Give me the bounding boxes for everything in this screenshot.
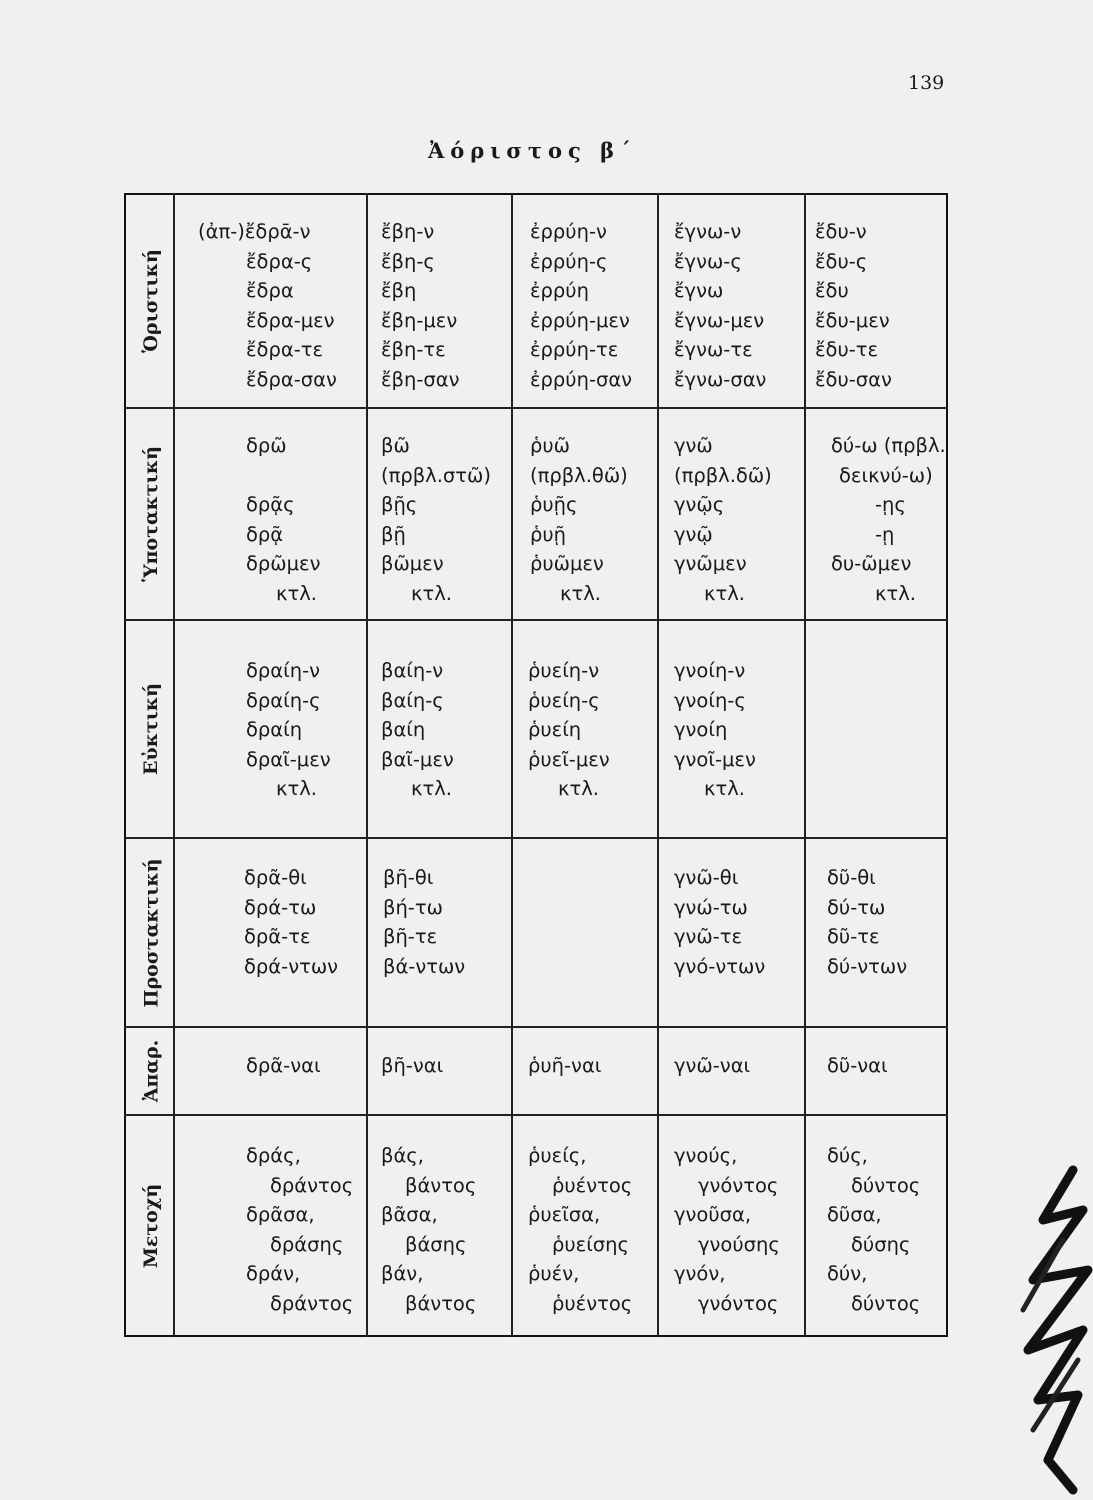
verb-form: -ῃ (875, 522, 895, 546)
verb-form: γνῶ-τε (674, 925, 743, 948)
verb-form: δράς, (246, 1144, 301, 1167)
row-divider (124, 837, 948, 839)
verb-form-cell (674, 1051, 750, 1081)
label-column-divider (173, 193, 175, 1337)
verb-form: δύς, (827, 1144, 868, 1167)
verb-form: βῇς (381, 493, 418, 516)
verb-form: ῥυείς, (528, 1144, 587, 1167)
verb-form: δύσης (851, 1232, 911, 1256)
verb-form: δρᾶσα, (246, 1203, 315, 1226)
verb-form: γνόντος (698, 1291, 779, 1315)
verb-form-cell (530, 431, 628, 608)
verb-form: ῥυείη-ς (528, 688, 600, 712)
verb-form-cell (674, 217, 766, 394)
verb-form: δύντος (851, 1173, 921, 1197)
verb-form: ἔδυ-ν (815, 220, 867, 243)
verb-form: ἔβη-ν (381, 220, 435, 243)
verb-form: δῦ-ναι (827, 1054, 888, 1077)
verb-form: ἔδυ-τε (815, 338, 879, 361)
verb-form: βαῖ-μεν (381, 747, 454, 771)
verb-form: ἔδρα-σαν (246, 367, 337, 391)
verb-form: δρά-ντων (244, 954, 339, 978)
verb-form: δραίη (246, 718, 303, 741)
verb-form: κτλ. (558, 777, 599, 800)
verb-form-cell (528, 1141, 632, 1318)
verb-form: (πρβλ.δῶ) (674, 463, 772, 487)
verb-form: δραίη-ν (246, 659, 321, 682)
verb-form-cell (381, 1141, 476, 1318)
verb-form: ῥυῇ (530, 522, 567, 546)
verb-form: ἔβη-μεν (381, 308, 458, 332)
verb-form: γνῶμεν (674, 552, 747, 575)
verb-form: ἔγνω-ς (674, 249, 742, 273)
verb-form: κτλ. (875, 581, 916, 605)
page-number: 139 (908, 72, 945, 94)
verb-form: γνόν, (674, 1262, 726, 1285)
verb-form: δῦ-θι (827, 866, 876, 889)
verb-form: βῆ-τε (383, 925, 438, 948)
verb-form: ἐρρύη (530, 279, 589, 302)
verb-form-cell (383, 863, 465, 981)
verb-form: γνούσης (698, 1232, 780, 1256)
verb-form: ῥυείη-ν (528, 659, 600, 682)
verb-form: κτλ. (560, 581, 601, 605)
mood-label-text: Μετοχή (140, 1183, 163, 1269)
column-divider (657, 193, 659, 1337)
verb-form: ἔγνω-σαν (674, 367, 767, 391)
verb-form: ἔδρα-τε (246, 338, 324, 361)
verb-form-cell (827, 1141, 920, 1318)
verb-form: βαίη (381, 718, 426, 741)
verb-form: δραῖ-μεν (246, 747, 331, 771)
verb-form: (πρβλ.στῶ) (381, 463, 491, 487)
verb-form-cell (381, 1051, 443, 1081)
verb-form: βάσης (405, 1232, 467, 1256)
verb-form: (ἀπ-)ἔδρᾱ-ν (198, 220, 311, 243)
verb-form: γνῷς (674, 493, 725, 516)
mood-label (130, 838, 172, 1027)
verb-form: ἔβη (381, 279, 417, 302)
verb-form: ῥυέντος (552, 1291, 633, 1315)
verb-form: βῶ (381, 434, 410, 457)
verb-form: ἐρρύη-σαν (530, 367, 633, 391)
verb-form-cell (528, 656, 610, 804)
column-divider (804, 193, 806, 1337)
verb-form-cell (381, 431, 491, 608)
verb-form: κτλ. (704, 777, 745, 800)
verb-form: ῥυέν, (528, 1262, 580, 1285)
ink-scribble-mark (1003, 1160, 1093, 1500)
verb-form: βάντος (405, 1173, 477, 1197)
verb-form-cell (674, 863, 765, 981)
verb-form-cell (827, 863, 907, 981)
verb-form-cell (674, 656, 756, 804)
row-divider (124, 619, 948, 621)
verb-form-cell (831, 431, 946, 608)
verb-form: ῥυείη (528, 718, 582, 741)
verb-form: ἔδυ-ς (815, 249, 868, 273)
verb-form: γνῷ (674, 522, 713, 546)
verb-form: δυ-ῶμεν (831, 552, 912, 575)
verb-form: ἐρρύη-ν (530, 220, 607, 243)
verb-form: γνοῦσα, (674, 1203, 752, 1226)
verb-form: -ῃς (875, 493, 906, 516)
verb-form: γνῶ-ναι (674, 1054, 751, 1077)
verb-form-cell (674, 1141, 780, 1318)
verb-form: γνοίη-ν (674, 659, 746, 682)
verb-form: ἔδρα-ς (246, 249, 313, 273)
verb-form: βάντος (405, 1291, 477, 1315)
verb-form: γνῶ-θι (674, 866, 739, 889)
verb-form: ῥυῶ (530, 434, 570, 457)
verb-form: ἔγνω (674, 279, 724, 302)
verb-form: δράν, (246, 1262, 301, 1285)
verb-form: ἔδυ-σαν (815, 367, 892, 391)
verb-form: δρᾶ-ναι (246, 1054, 321, 1077)
verb-form: βῆ-ναι (381, 1054, 444, 1077)
verb-form: ῥυῶμεν (530, 552, 604, 575)
mood-label (130, 620, 172, 838)
verb-form: βαίη-ν (381, 659, 444, 682)
verb-form: δῦσα, (827, 1203, 882, 1226)
mood-label-text: Προστακτική (140, 858, 163, 1007)
verb-form: δρᾶ-θι (244, 866, 307, 889)
verb-form: γνοίη (674, 718, 728, 741)
verb-form-cell (815, 217, 892, 394)
verb-form: ἔγνω-ν (674, 220, 742, 243)
verb-form: (πρβλ.θῶ) (530, 463, 628, 487)
verb-form: δύ-ω (πρβλ. (831, 434, 946, 457)
verb-form: βᾶσα, (381, 1203, 438, 1226)
mood-label-text: Ἀπαρ. (140, 1039, 162, 1103)
verb-form: ἔδρα-μεν (246, 308, 335, 332)
verb-form: ῥυείσης (552, 1232, 629, 1256)
verb-form-cell (246, 1141, 353, 1318)
verb-form: δρῶμεν (246, 552, 321, 575)
verb-form: βά-ντων (383, 954, 466, 978)
page-title: Ἀόριστος β΄ (428, 138, 637, 163)
verb-form: βῆ-θι (383, 866, 434, 889)
mood-label-text: Ὑποτακτική (140, 446, 162, 582)
verb-form: ἔβη-ς (381, 249, 435, 273)
verb-form-cell (381, 656, 454, 804)
verb-form: γνόντος (698, 1173, 779, 1197)
verb-form: ἐρρύη-μεν (530, 308, 630, 332)
verb-form: δρά-τω (244, 895, 317, 919)
verb-form: ἔβη-τε (381, 338, 446, 361)
mood-label (130, 193, 172, 408)
verb-form: γνώ-τω (674, 895, 748, 919)
verb-form: κτλ. (704, 581, 745, 605)
verb-form-cell (528, 1051, 601, 1081)
verb-form: ῥυῇς (530, 493, 578, 516)
mood-label (130, 1115, 172, 1337)
column-divider (511, 193, 513, 1337)
verb-form-cell (246, 431, 320, 608)
verb-form: δύ-ντων (827, 954, 908, 978)
verb-form: κτλ. (276, 581, 317, 605)
verb-form: δύντος (851, 1291, 921, 1315)
verb-form-cell (246, 1051, 321, 1081)
verb-form: δῦ-τε (827, 925, 880, 948)
verb-form: ῥυέντος (552, 1173, 633, 1197)
verb-form (246, 461, 320, 491)
verb-form: ῥυῆ-ναι (528, 1054, 602, 1077)
verb-form: βαίη-ς (381, 688, 444, 712)
verb-form: κτλ. (411, 777, 452, 800)
verb-form: κτλ. (411, 581, 452, 605)
verb-form: ἔδυ (815, 279, 849, 302)
verb-form: γνοίη-ς (674, 688, 746, 712)
row-divider (124, 1114, 948, 1116)
verb-form: βῇ (381, 522, 406, 546)
verb-form-cell (827, 1051, 888, 1081)
verb-form: ἔδυ-μεν (815, 308, 890, 332)
verb-form: ἐρρύη-τε (530, 338, 619, 361)
verb-form: βάς, (381, 1144, 424, 1167)
verb-form: ῥυεῖσα, (528, 1203, 601, 1226)
mood-label-text: Ὁριστική (140, 248, 163, 353)
verb-form-cell (530, 217, 632, 394)
verb-form: ἐρρύη-ς (530, 249, 608, 273)
row-divider (124, 1026, 948, 1028)
verb-form: δρᾷ (246, 522, 284, 546)
verb-form: γνούς, (674, 1144, 738, 1167)
verb-form: δύν, (827, 1262, 868, 1285)
verb-form: γνό-ντων (674, 954, 766, 978)
verb-form-cell (246, 656, 331, 804)
row-divider (124, 407, 948, 409)
verb-form: δύ-τω (827, 895, 886, 919)
verb-form: δρᾷς (246, 493, 295, 516)
verb-form: γνῶ (674, 434, 713, 457)
verb-form: βάν, (381, 1262, 424, 1285)
verb-form-cell (198, 217, 337, 394)
column-divider (366, 193, 368, 1337)
verb-form: δρῶ (246, 434, 287, 457)
verb-form: δράντος (270, 1173, 354, 1197)
verb-form-cell (674, 431, 772, 608)
verb-form-cell (381, 217, 460, 394)
verb-form: βῶμεν (381, 552, 444, 575)
verb-form: δράντος (270, 1291, 354, 1315)
verb-form: βή-τω (383, 895, 443, 919)
verb-form: ἔδρα (246, 279, 294, 302)
verb-form: κτλ. (276, 777, 317, 800)
verb-form: ῥυεῖ-μεν (528, 747, 610, 771)
verb-form: δραίη-ς (246, 688, 321, 712)
verb-form: ἔβη-σαν (381, 367, 460, 391)
verb-form: ἔγνω-τε (674, 338, 753, 361)
mood-label (130, 1027, 172, 1115)
verb-form: δεικνύ-ω) (839, 463, 933, 487)
verb-form: ἔγνω-μεν (674, 308, 765, 332)
verb-form: δρᾶ-τε (244, 925, 311, 948)
mood-label-text: Εὐκτική (140, 683, 163, 775)
verb-form-cell (244, 863, 338, 981)
mood-label (130, 408, 172, 620)
verb-form: γνοῖ-μεν (674, 747, 756, 771)
verb-form: δράσης (270, 1232, 344, 1256)
